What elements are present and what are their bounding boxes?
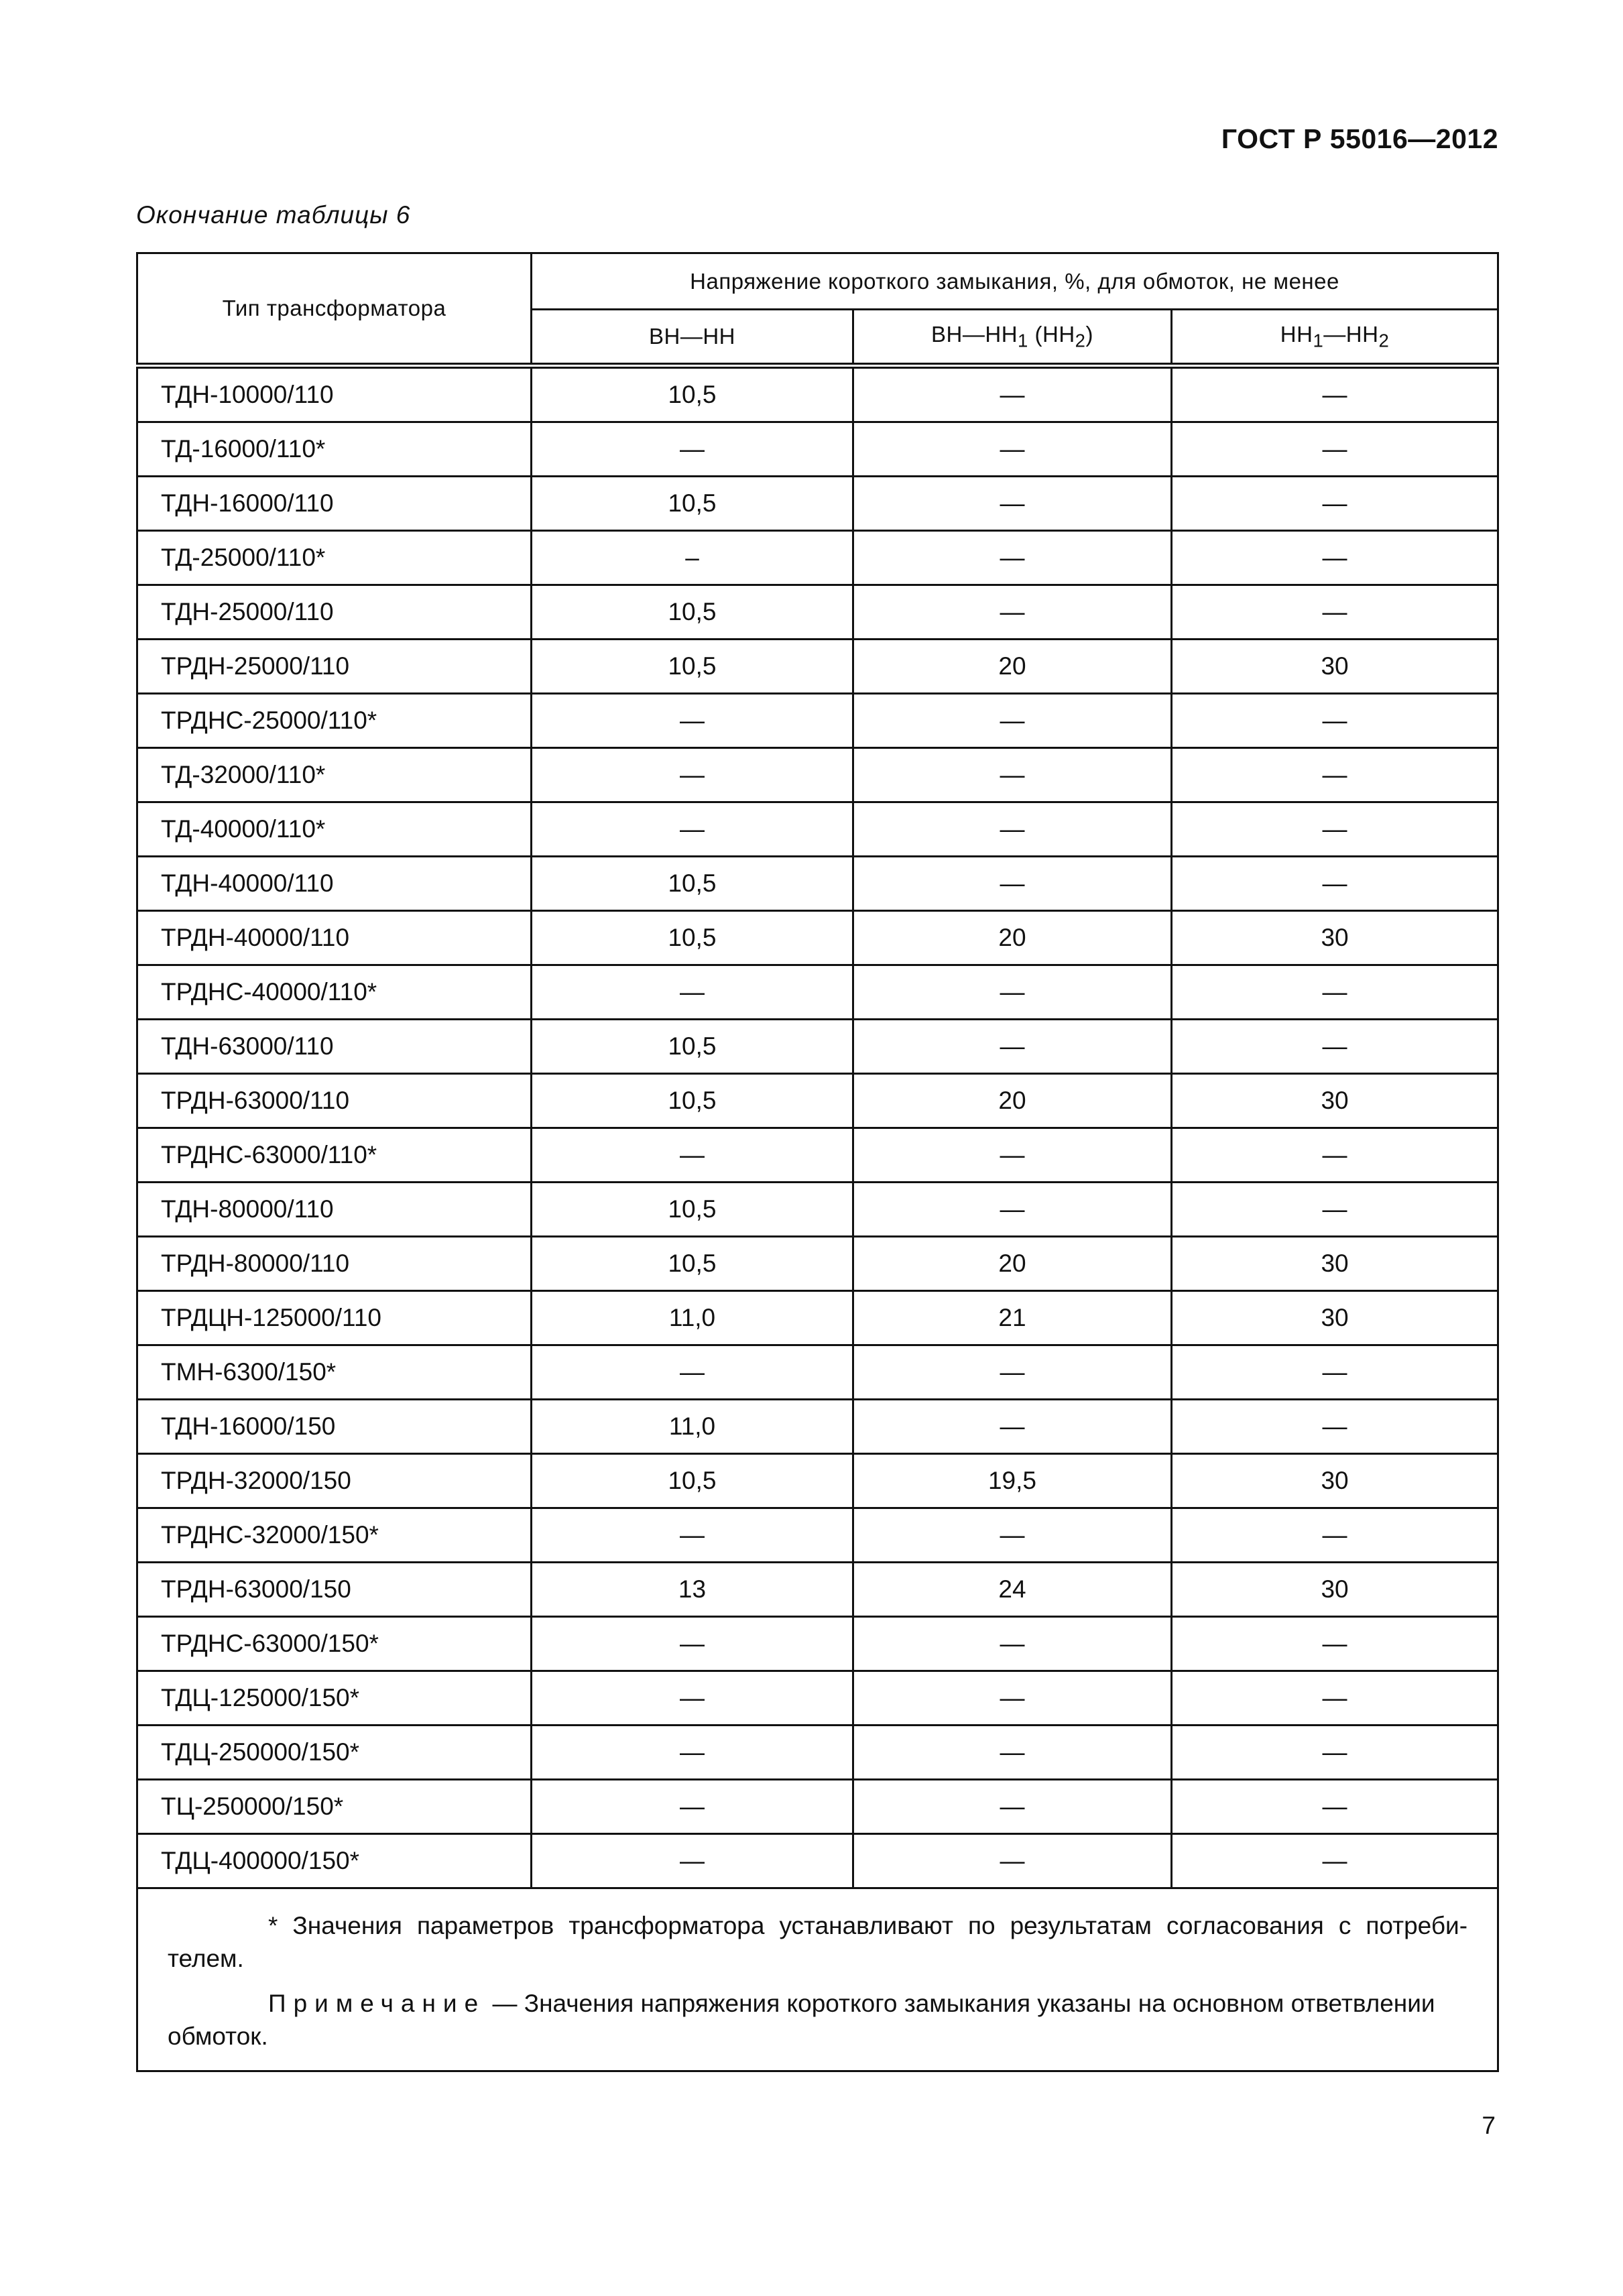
hv-lv1-lv2-cell: — [853,1617,1172,1671]
table-row [137,1400,1498,1454]
hv-lv-cell: 10,5 [532,1454,853,1508]
transformer-type-cell: ТДН-16000/150 [137,1400,532,1454]
hv-lv1-lv2-cell: — [853,1780,1172,1834]
transformer-type-cell: ТД-40000/110* [137,802,532,857]
hv-lv1-lv2-cell: — [853,477,1172,531]
table-row [137,1183,1498,1237]
transformer-type-cell: ТДН-63000/110 [137,1020,532,1074]
transformer-type-cell: ТРДНС-63000/150* [137,1617,532,1671]
hv-lv-cell: — [532,748,853,802]
lv1-lv2-cell: 30 [1172,640,1498,694]
header-lv1-lv2 [1172,310,1498,366]
transformer-table [136,252,1499,2072]
header-lv1-lv2-sub2: 2 [1378,330,1390,351]
table-row [137,694,1498,748]
transformer-type-cell: ТМН-6300/150* [137,1345,532,1400]
table-row [137,1726,1498,1780]
transformer-type-cell: ТДЦ-400000/150* [137,1834,532,1888]
lv1-lv2-cell: — [1172,802,1498,857]
hv-lv-cell: 10,5 [532,585,853,640]
lv1-lv2-cell: — [1172,422,1498,477]
header-hv-lv1-lv2-mid: (НН [1028,321,1075,347]
header-hv-lv1-lv2-sub1: 1 [1018,330,1028,351]
transformer-type-cell: ТДН-25000/110 [137,585,532,640]
transformer-type-cell: ТРДН-32000/150 [137,1454,532,1508]
hv-lv1-lv2-cell: 20 [853,1237,1172,1291]
transformer-type-cell: ТД-32000/110* [137,748,532,802]
hv-lv-cell: 10,5 [532,1020,853,1074]
lv1-lv2-cell: 30 [1172,1074,1498,1128]
table-row [137,857,1498,911]
transformer-type-cell: ТДЦ-250000/150* [137,1726,532,1780]
hv-lv-cell: — [532,1508,853,1563]
hv-lv-cell: — [532,802,853,857]
hv-lv1-lv2-cell: — [853,1834,1172,1888]
hv-lv-cell: — [532,422,853,477]
transformer-type-cell: ТРДН-63000/150 [137,1563,532,1617]
hv-lv-cell: — [532,1834,853,1888]
table-row [137,531,1498,585]
hv-lv-cell: 10,5 [532,857,853,911]
lv1-lv2-cell: 30 [1172,1291,1498,1345]
header-lv1-lv2-sub1: 1 [1313,330,1324,351]
table-row [137,965,1498,1020]
notes-row [137,1888,1498,2071]
hv-lv1-lv2-cell: — [853,1183,1172,1237]
header-hv-lv1-lv2 [853,310,1172,366]
hv-lv-cell: – [532,531,853,585]
table-row [137,640,1498,694]
hv-lv-cell: 10,5 [532,911,853,965]
hv-lv1-lv2-cell: — [853,422,1172,477]
header-hv-lv1-lv2-post: ) [1085,321,1093,347]
lv1-lv2-cell: — [1172,531,1498,585]
table-row [137,1617,1498,1671]
hv-lv1-lv2-cell: — [853,802,1172,857]
table-row [137,1237,1498,1291]
hv-lv1-lv2-cell: 24 [853,1563,1172,1617]
footnote: * Значения параметров трансформатора устанавливают по результатам согласования с потреби-телем. [168,1912,1468,1972]
lv1-lv2-cell: — [1172,1020,1498,1074]
lv1-lv2-cell: — [1172,1834,1498,1888]
header-voltage-group: Напряжение короткого замыкания, %, для обмоток, не менее [532,253,1498,310]
hv-lv-cell: — [532,1780,853,1834]
table-body [137,366,1498,1888]
lv1-lv2-cell: — [1172,1128,1498,1183]
hv-lv-cell: — [532,1671,853,1726]
transformer-type-cell: ТДН-10000/110 [137,366,532,422]
transformer-type-cell: ТРДНС-32000/150* [137,1508,532,1563]
transformer-type-cell: ТРДЦН-125000/110 [137,1291,532,1345]
lv1-lv2-cell: — [1172,366,1498,422]
table-row [137,1563,1498,1617]
transformer-type-cell: ТД-25000/110* [137,531,532,585]
transformer-type-cell: ТРДНС-25000/110* [137,694,532,748]
hv-lv1-lv2-cell: — [853,1020,1172,1074]
page-number: 7 [1482,2112,1496,2139]
notes-cell [137,1888,1498,2071]
hv-lv-cell: — [532,1726,853,1780]
transformer-type-cell: ТД-16000/110* [137,422,532,477]
hv-lv1-lv2-cell: — [853,748,1172,802]
header-transformer-type: Тип трансформатора [137,253,532,366]
hv-lv-cell: — [532,1128,853,1183]
transformer-type-cell: ТДН-40000/110 [137,857,532,911]
hv-lv1-lv2-cell: 20 [853,911,1172,965]
hv-lv1-lv2-cell: — [853,965,1172,1020]
lv1-lv2-cell: — [1172,1508,1498,1563]
hv-lv1-lv2-cell: — [853,366,1172,422]
hv-lv1-lv2-cell: — [853,585,1172,640]
table-row [137,1291,1498,1345]
hv-lv1-lv2-cell: 19,5 [853,1454,1172,1508]
hv-lv-cell: — [532,694,853,748]
table-row [137,911,1498,965]
lv1-lv2-cell: 30 [1172,1563,1498,1617]
hv-lv-cell: 10,5 [532,366,853,422]
hv-lv1-lv2-cell: — [853,694,1172,748]
transformer-type-cell: ТРДН-80000/110 [137,1237,532,1291]
transformer-type-cell: ТРДН-40000/110 [137,911,532,965]
hv-lv1-lv2-cell: — [853,1726,1172,1780]
note [168,1987,1467,2053]
hv-lv1-lv2-cell: — [853,1128,1172,1183]
table-row [137,1454,1498,1508]
lv1-lv2-cell: — [1172,1780,1498,1834]
lv1-lv2-cell: — [1172,1726,1498,1780]
table-row [137,1345,1498,1400]
table-row [137,1020,1498,1074]
hv-lv1-lv2-cell: 20 [853,640,1172,694]
table-row [137,802,1498,857]
lv1-lv2-cell: — [1172,857,1498,911]
lv1-lv2-cell: — [1172,748,1498,802]
hv-lv-cell: 10,5 [532,640,853,694]
hv-lv-cell: 10,5 [532,1074,853,1128]
transformer-type-cell: ТРДН-63000/110 [137,1074,532,1128]
table-caption: Окончание таблицы 6 [136,201,411,229]
hv-lv1-lv2-cell: 20 [853,1074,1172,1128]
note-text: — Значения напряжения короткого замыкания указаны на основном ответвлении обмоток. [168,1990,1435,2050]
transformer-type-cell: ТДН-16000/110 [137,477,532,531]
table-row [137,1128,1498,1183]
table-row [137,366,1498,422]
lv1-lv2-cell: — [1172,585,1498,640]
header-hv-lv: ВН—НН [532,310,853,366]
document-code: ГОСТ Р 55016—2012 [1221,123,1498,154]
header-hv-lv1-lv2-pre: ВН—НН [931,321,1018,347]
table-row [137,1508,1498,1563]
transformer-type-cell: ТРДН-25000/110 [137,640,532,694]
hv-lv1-lv2-cell: — [853,1508,1172,1563]
lv1-lv2-cell: — [1172,965,1498,1020]
hv-lv-cell: 10,5 [532,1237,853,1291]
hv-lv-cell: 11,0 [532,1291,853,1345]
lv1-lv2-cell: — [1172,1617,1498,1671]
transformer-type-cell: ТДН-80000/110 [137,1183,532,1237]
table-row [137,748,1498,802]
lv1-lv2-cell: — [1172,1400,1498,1454]
hv-lv1-lv2-cell: — [853,1671,1172,1726]
transformer-type-cell: ТРДНС-40000/110* [137,965,532,1020]
header-lv1-lv2-b: —НН [1323,321,1379,347]
hv-lv1-lv2-cell: — [853,531,1172,585]
hv-lv-cell: — [532,965,853,1020]
hv-lv1-lv2-cell: — [853,1400,1172,1454]
table-row [137,422,1498,477]
hv-lv-cell: 13 [532,1563,853,1617]
lv1-lv2-cell: — [1172,1345,1498,1400]
hv-lv-cell: 10,5 [532,477,853,531]
lv1-lv2-cell: — [1172,1671,1498,1726]
hv-lv-cell: — [532,1617,853,1671]
header-hv-lv1-lv2-sub2: 2 [1075,330,1086,351]
table-row [137,585,1498,640]
hv-lv1-lv2-cell: — [853,857,1172,911]
table-row [137,477,1498,531]
table-row [137,1780,1498,1834]
hv-lv1-lv2-cell: 21 [853,1291,1172,1345]
table-row [137,1671,1498,1726]
hv-lv1-lv2-cell: — [853,1345,1172,1400]
lv1-lv2-cell: 30 [1172,911,1498,965]
header-lv1-lv2-a: НН [1280,321,1313,347]
table-row [137,1834,1498,1888]
hv-lv-cell: 11,0 [532,1400,853,1454]
lv1-lv2-cell: — [1172,694,1498,748]
transformer-type-cell: ТРДНС-63000/110* [137,1128,532,1183]
lv1-lv2-cell: — [1172,1183,1498,1237]
lv1-lv2-cell: — [1172,477,1498,531]
table-row [137,1074,1498,1128]
note-label: Примечание [268,1990,486,2017]
hv-lv-cell: — [532,1345,853,1400]
lv1-lv2-cell: 30 [1172,1454,1498,1508]
transformer-type-cell: ТЦ-250000/150* [137,1780,532,1834]
hv-lv-cell: 10,5 [532,1183,853,1237]
transformer-type-cell: ТДЦ-125000/150* [137,1671,532,1726]
lv1-lv2-cell: 30 [1172,1237,1498,1291]
